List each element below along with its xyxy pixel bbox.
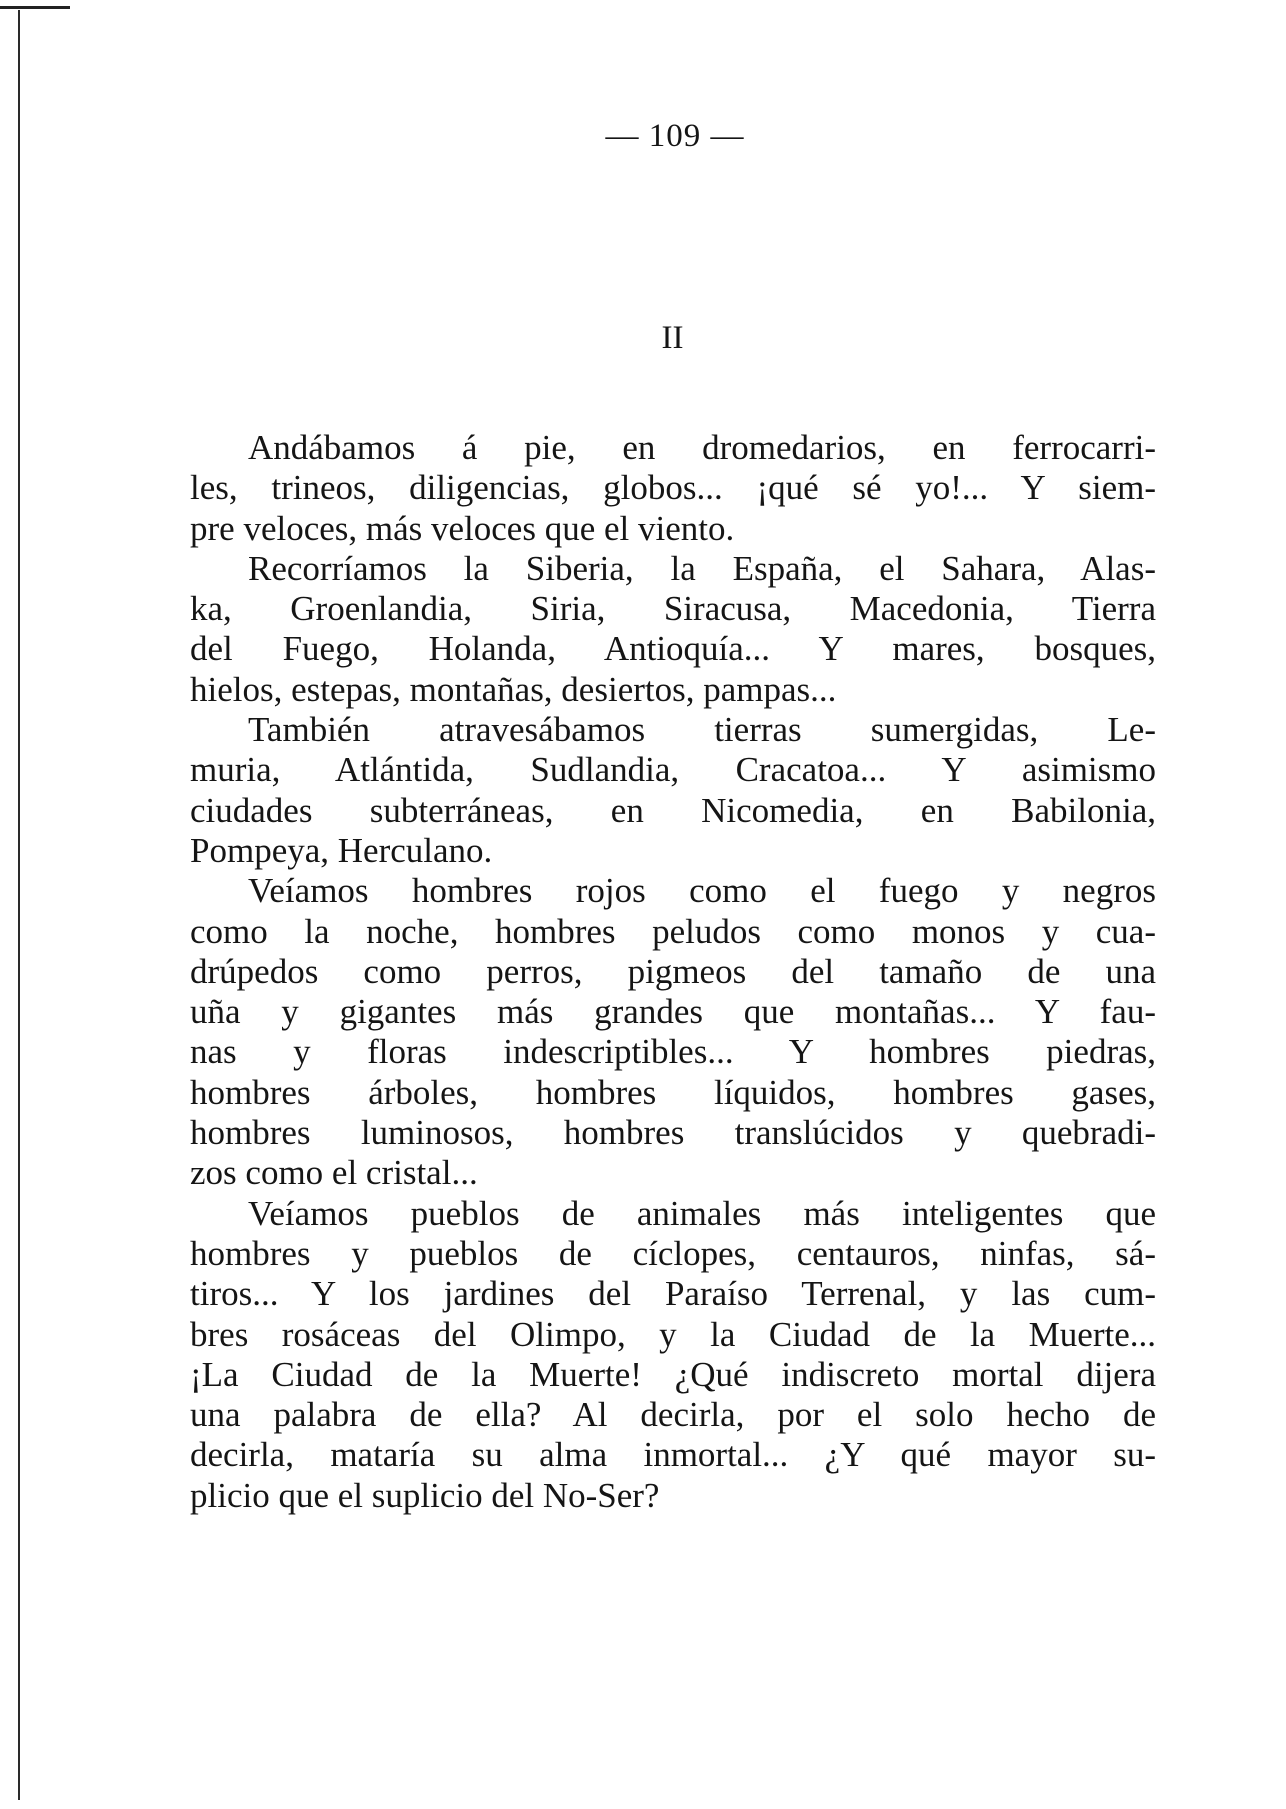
text-line: tiros... Y los jardines del Paraíso Terrenal, y las cum- [190,1274,1156,1314]
text-line: plicio que el suplicio del No-Ser? [190,1475,660,1515]
text-line: hombres luminosos, hombres translúcidos y quebradi- [190,1113,1156,1153]
text-line: bres rosáceas del Olimpo, y la Ciudad de la Muerte... [190,1314,1156,1354]
page-number: — 109 — [605,118,745,154]
text-line: decirla, mataría su alma inmortal... ¿Y qué mayor su- [190,1435,1156,1475]
scan-binding-edge [18,10,24,1800]
text-line: Veíamos pueblos de animales más inteligentes que [248,1193,1156,1233]
text-line: ka, Groenlandia, Siria, Siracusa, Macedonia, Tierra [190,589,1156,629]
text-line: hielos, estepas, montañas, desiertos, pampas... [190,669,837,709]
text-line: drúpedos como perros, pigmeos del tamaño de una [190,951,1156,991]
text-line: muria, Atlántida, Sudlandia, Cracatoa... Y asimismo [190,750,1156,790]
text-line: zos como el cristal... [190,1153,478,1193]
text-line: hombres árboles, hombres líquidos, hombres gases, [190,1072,1156,1112]
body-text [190,428,1156,1516]
text-line: Veíamos hombres rojos como el fuego y negros [248,871,1156,911]
text-line: ¡La Ciudad de la Muerte! ¿Qué indiscreto mortal dijera [190,1354,1156,1394]
text-line: nas y floras indescriptibles... Y hombres piedras, [190,1032,1156,1072]
text-line: pre veloces, más veloces que el viento. [190,508,735,548]
text-line: como la noche, hombres peludos como monos y cua- [190,911,1156,951]
text-line: Pompeya, Herculano. [190,830,493,870]
text-line: Andábamos á pie, en dromedarios, en ferrocarri- [248,428,1156,467]
text-line: del Fuego, Holanda, Antioquía... Y mares, bosques, [190,629,1156,669]
text-line: una palabra de ella? Al decirla, por el solo hecho de [190,1395,1156,1435]
text-line: Recorríamos la Siberia, la España, el Sahara, Alas- [248,548,1156,588]
text-line: hombres y pueblos de cíclopes, centauros, ninfas, sá- [190,1233,1156,1273]
text-line: uña y gigantes más grandes que montañas... Y fau- [190,992,1156,1032]
text-line: ciudades subterráneas, en Nicomedia, en Babilonia, [190,790,1156,830]
scan-edge-top [0,6,70,9]
text-line: También atravesábamos tierras sumergidas, Le- [248,710,1156,750]
chapter-heading: II [661,320,684,356]
text-line: les, trineos, diligencias, globos... ¡qué sé yo!... Y siem- [190,468,1156,508]
